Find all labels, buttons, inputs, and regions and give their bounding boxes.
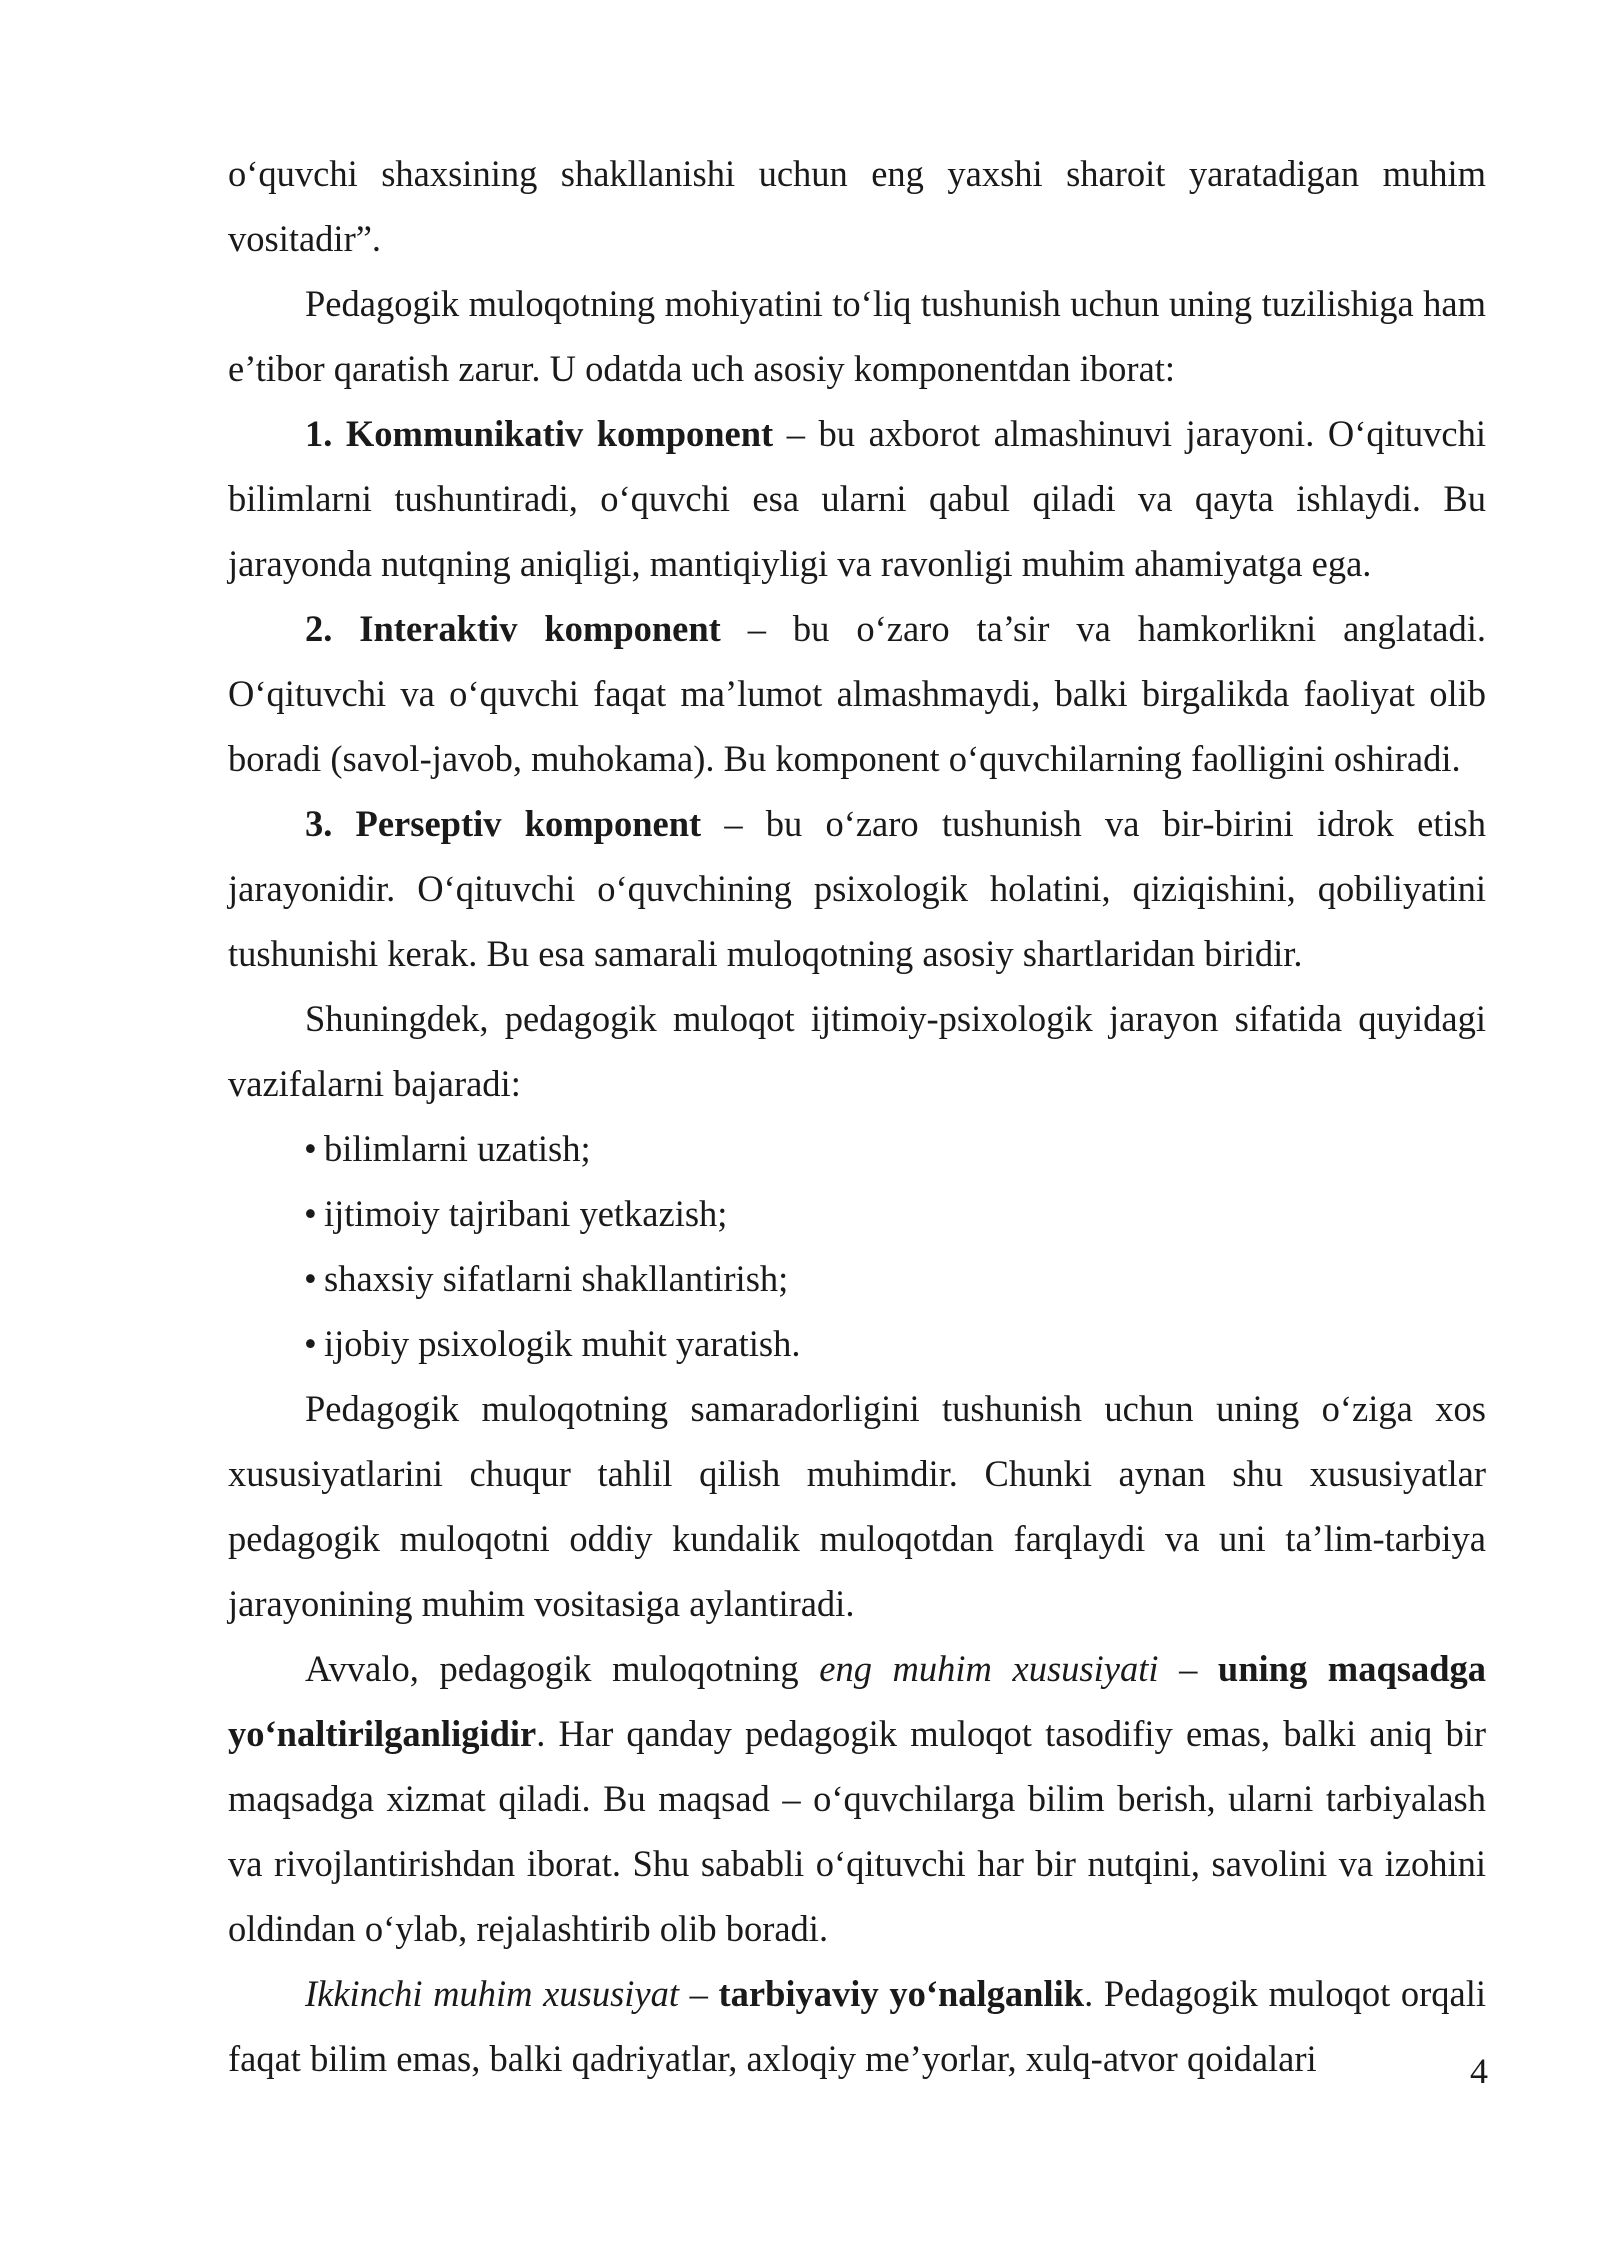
component-2-title: 2. Interaktiv komponent bbox=[305, 608, 721, 649]
list-item-text: bilimlarni uzatish; bbox=[324, 1128, 591, 1169]
list-item-text: shaxsiy sifatlarni shakllantirish; bbox=[324, 1258, 789, 1299]
list-item-text: ijobiy psixologik muhit yaratish. bbox=[324, 1323, 801, 1364]
paragraph-first-feature bbox=[228, 1636, 1486, 1961]
paragraph-second-feature bbox=[228, 1961, 1486, 2091]
bullet-icon: • bbox=[304, 1258, 317, 1299]
text-run: Avvalo, pedagogik muloqotning bbox=[305, 1648, 820, 1689]
component-2-text: – bu o‘zaro ta’sir va hamkorlikni anglatadi. O‘qituvchi va o‘quvchi faqat ma’lumot almashmaydi, balki birgalikda faoliyat olib boradi (savol-javob, muhokama). Bu komponent o‘quvchilarning faolligini oshiradi. bbox=[228, 608, 1486, 779]
list-item bbox=[228, 1246, 1486, 1311]
paragraph-structure-intro: Pedagogik muloqotning mohiyatini to‘liq tushunish uchun uning tuzilishiga ham e’tibor qaratish zarur. U odatda uch asosiy komponentdan iborat: bbox=[228, 283, 1486, 389]
list-item bbox=[228, 1116, 1486, 1181]
paragraph-continuation: o‘quvchi shaxsining shakllanishi uchun eng yaxshi sharoit yaratadigan muhim vositadir”. bbox=[228, 153, 1486, 259]
text-run: . Pedagogik muloqot orqali faqat bilim emas, balki qadriyatlar, axloqiy me’yorlar, xulq-atvor qoidalari bbox=[228, 1973, 1486, 2079]
paragraph-efficiency: Pedagogik muloqotning samaradorligini tushunish uchun uning o‘ziga xos xususiyatlarini chuqur tahlil qilish muhimdir. Chunki aynan shu xususiyatlar pedagogik muloqotni oddiy kundalik muloqotdan farqlaydi va uni ta’lim-tarbiya jarayonining muhim vositasiga aylantiradi. bbox=[228, 1388, 1486, 1624]
bold-run: tarbiyaviy yo‘nalganlik bbox=[718, 1973, 1085, 2014]
bold-run: uning maqsadga yo‘naltirilganligidir bbox=[228, 1648, 1487, 1754]
list-item bbox=[228, 1311, 1486, 1376]
bullet-icon: • bbox=[304, 1323, 317, 1364]
text-run: – bbox=[1158, 1648, 1218, 1689]
paragraph-communicative-component bbox=[228, 401, 1486, 596]
paragraph-functions-intro: Shuningdek, pedagogik muloqot ijtimoiy-psixologik jarayon sifatida quyidagi vazifalarni bajaradi: bbox=[228, 998, 1486, 1104]
list-item-text: ijtimoiy tajribani yetkazish; bbox=[324, 1193, 728, 1234]
italic-run: Ikkinchi muhim xususiyat bbox=[305, 1973, 679, 2014]
paragraph-perceptive-component bbox=[228, 791, 1486, 986]
list-item bbox=[228, 1181, 1486, 1246]
italic-run: eng muhim xususiyati bbox=[819, 1648, 1159, 1689]
text-run: – bbox=[679, 1973, 719, 2014]
document-page bbox=[228, 141, 1486, 2091]
component-3-title: 3. Perseptiv komponent bbox=[305, 803, 702, 844]
component-1-title: 1. Kommunikativ komponent bbox=[305, 413, 774, 454]
page-number: 4 bbox=[1470, 2051, 1488, 2091]
paragraph-interactive-component bbox=[228, 596, 1486, 791]
component-3-text: – bu o‘zaro tushunish va bir-birini idrok etish jarayonidir. O‘qituvchi o‘quvchining psixologik holatini, qiziqishini, qobiliyatini tushunishi kerak. Bu esa samarali muloqotning asosiy shartlaridan biridir. bbox=[228, 803, 1486, 974]
bullet-icon: • bbox=[304, 1128, 317, 1169]
bullet-icon: • bbox=[304, 1193, 317, 1234]
component-1-text: – bu axborot almashinuvi jarayoni. O‘qituvchi bilimlarni tushuntiradi, o‘quvchi esa ularni qabul qiladi va qayta ishlaydi. Bu jarayonda nutqning aniqligi, mantiqiyligi va ravonligi muhim ahamiyatga ega. bbox=[228, 413, 1487, 584]
text-run: . Har qanday pedagogik muloqot tasodifiy emas, balki aniq bir maqsadga xizmat qiladi. Bu maqsad – o‘quvchilarga bilim berish, ularni tarbiyalash va rivojlantirishdan iborat. Shu sababli o‘qituvchi har bir nutqini, savolini va izohini oldindan o‘ylab, rejalashtirib olib boradi. bbox=[228, 1713, 1486, 1949]
